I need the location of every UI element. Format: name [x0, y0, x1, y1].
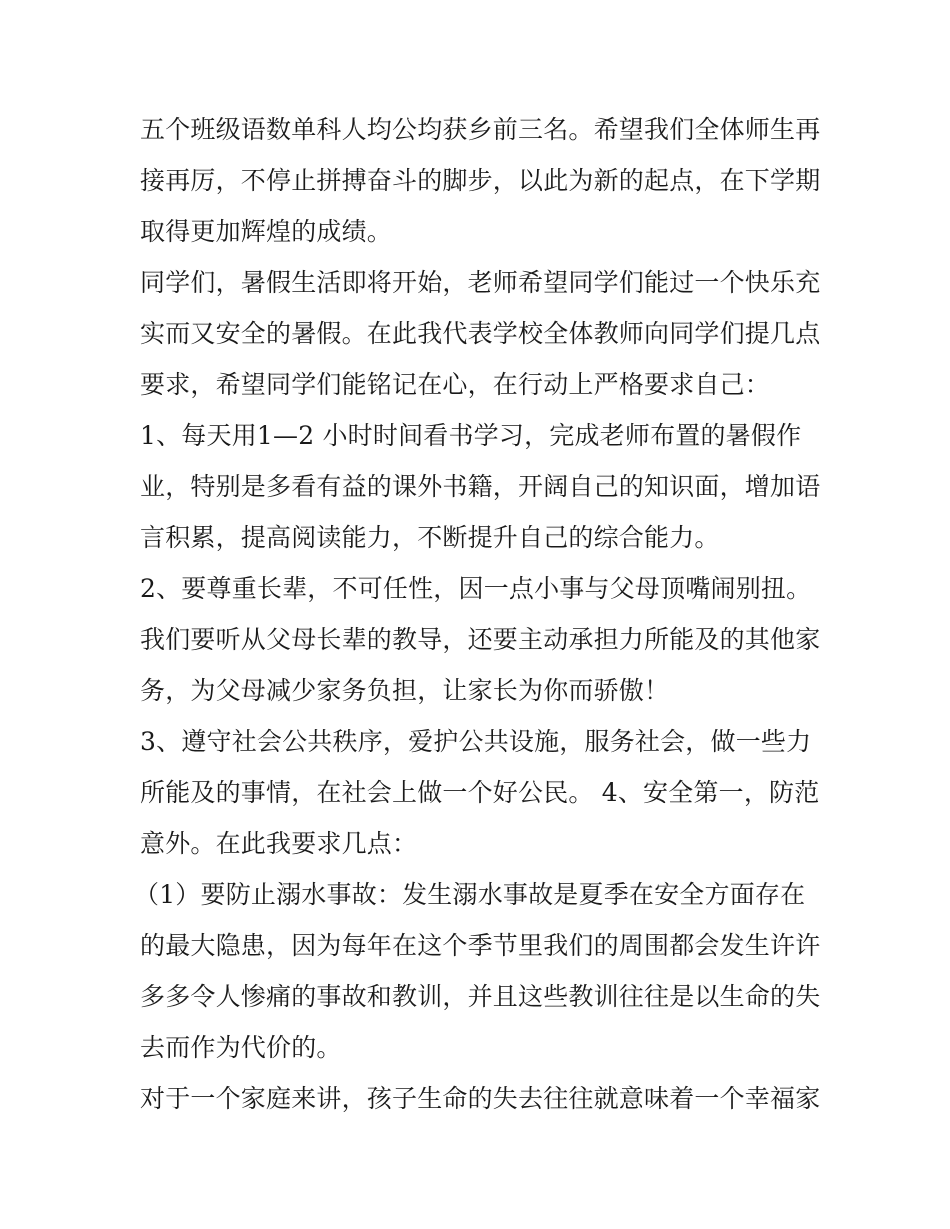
text-line: 多多令人惨痛的事故和教训，并且这些教训往往是以生命的失: [140, 982, 821, 1011]
paragraph-6: [134, 869, 821, 1073]
paragraph-1: [140, 104, 820, 257]
text-line: 2、要尊重长辈，不可任性，因一点小事与父母顶嘴闹别扭。: [140, 574, 812, 603]
text-line: 五个班级语数单科人均公均获乡前三名。希望我们全体师生再: [140, 115, 821, 144]
text-line: 对于一个家庭来讲，孩子生命的失去往往就意味着一个幸福家: [140, 1084, 821, 1113]
text-line: 意外。在此我要求几点：: [140, 829, 418, 858]
text-line: 所能及的事情，在社会上做一个好公民。 4、安全第一，防范: [140, 778, 820, 807]
text-line: 的最大隐患，因为每年在这个季节里我们的周围都会发生许许: [140, 931, 821, 960]
paragraph-7: [140, 1073, 820, 1124]
text-line: 业，特别是多看有益的课外书籍，开阔自己的知识面，增加语: [140, 472, 821, 501]
text-line: 要求，希望同学们能铭记在心，在行动上严格要求自己：: [140, 370, 771, 399]
text-line: 务，为父母减少家务负担，让家长为你而骄傲！: [140, 676, 670, 705]
text-line: 3、遵守社会公共秩序，爱护公共设施，服务社会，做一些力: [140, 727, 812, 756]
paragraph-3: [140, 410, 820, 563]
text-line: 言积累，提高阅读能力，不断提升自己的综合能力。: [140, 523, 720, 552]
text-line: 取得更加辉煌的成绩。: [140, 217, 393, 246]
text-line: 去而作为代价的。: [140, 1033, 342, 1062]
text-line: 我们要听从父母长辈的教导，还要主动承担力所能及的其他家: [140, 625, 821, 654]
text-line: 接再厉，不停止拼搏奋斗的脚步，以此为新的起点，在下学期: [140, 166, 821, 195]
paragraph-5: [140, 716, 820, 869]
document-page: [134, 104, 821, 1124]
text-line: 同学们，暑假生活即将开始，老师希望同学们能过一个快乐充: [140, 268, 821, 297]
text-line: （1）要防止溺水事故：发生溺水事故是夏季在安全方面存在: [134, 880, 806, 909]
paragraph-2: [140, 257, 820, 410]
text-line: 实而又安全的暑假。在此我代表学校全体教师向同学们提几点: [140, 319, 821, 348]
paragraph-4: [140, 563, 820, 716]
text-line: 1、每天用1—2 小时时间看书学习，完成老师布置的暑假作: [140, 421, 802, 450]
